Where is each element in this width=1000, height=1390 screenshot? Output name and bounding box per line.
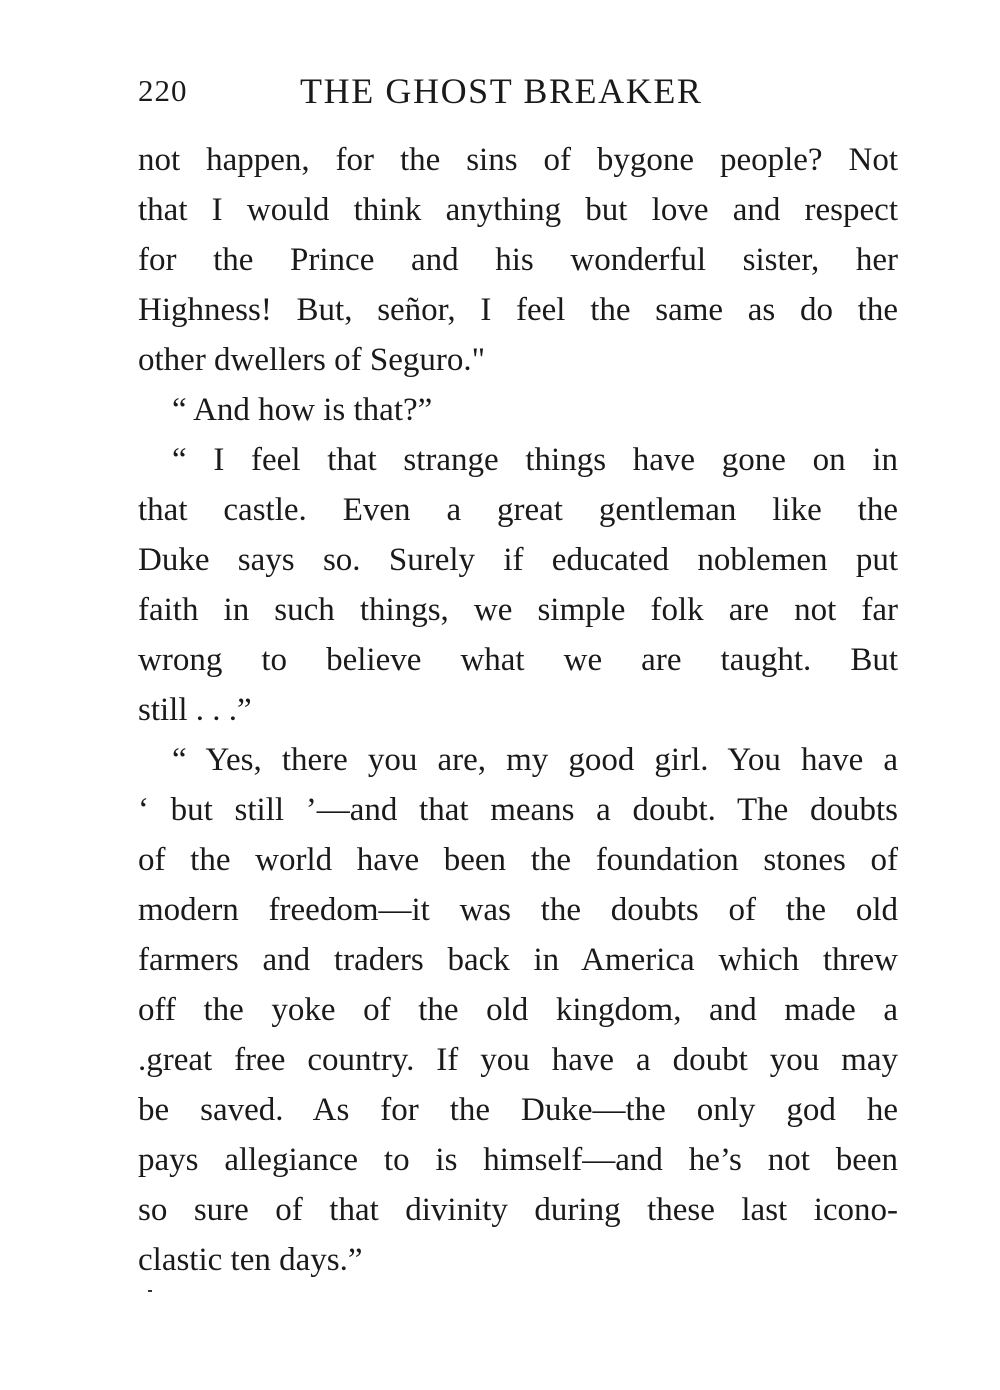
text-line: still . . .” [138,692,252,728]
text-line: “ And how is that?” [172,392,433,428]
text-line: clastic ten days.” [138,1242,363,1278]
text-line: modern freedom—it was the doubts of the old [138,892,898,928]
text-line: that castle. Even a great gentleman like the [138,492,898,528]
text-line: Duke says so. Surely if educated noblemen put [138,542,898,578]
running-title: THE GHOST BREAKER [300,71,703,111]
text-line: off the yoke of the old kingdom, and made a [138,992,898,1028]
text-line: ‘ but still ’—and that means a doubt. The doubts [138,792,898,828]
text-line: faith in such things, we simple folk are not far [138,592,898,628]
text-line: so sure of that divinity during these last icono- [138,1192,898,1228]
body-text [138,135,898,1285]
text-line: other dwellers of Seguro." [138,342,486,378]
text-line: of the world have been the foundation stones of [138,842,898,878]
text-line: .great free country. If you have a doubt you may [138,1042,898,1078]
text-line: “ I feel that strange things have gone on in [172,442,898,478]
page-header [138,68,898,114]
stray-ink-mark [148,1290,152,1292]
text-line: pays allegiance to is himself—and he’s not been [138,1142,898,1178]
page-number: 220 [138,73,188,108]
text-line: for the Prince and his wonderful sister, her [138,242,898,278]
text-line: be saved. As for the Duke—the only god he [138,1092,898,1128]
text-line: “ Yes, there you are, my good girl. You have a [172,742,898,778]
text-line: Highness! But, señor, I feel the same as do the [138,292,898,328]
text-line: that I would think anything but love and respect [138,192,898,228]
text-line: wrong to believe what we are taught. But [138,642,898,678]
text-line: farmers and traders back in America which threw [138,942,898,978]
text-line: not happen, for the sins of bygone people? Not [138,142,898,178]
